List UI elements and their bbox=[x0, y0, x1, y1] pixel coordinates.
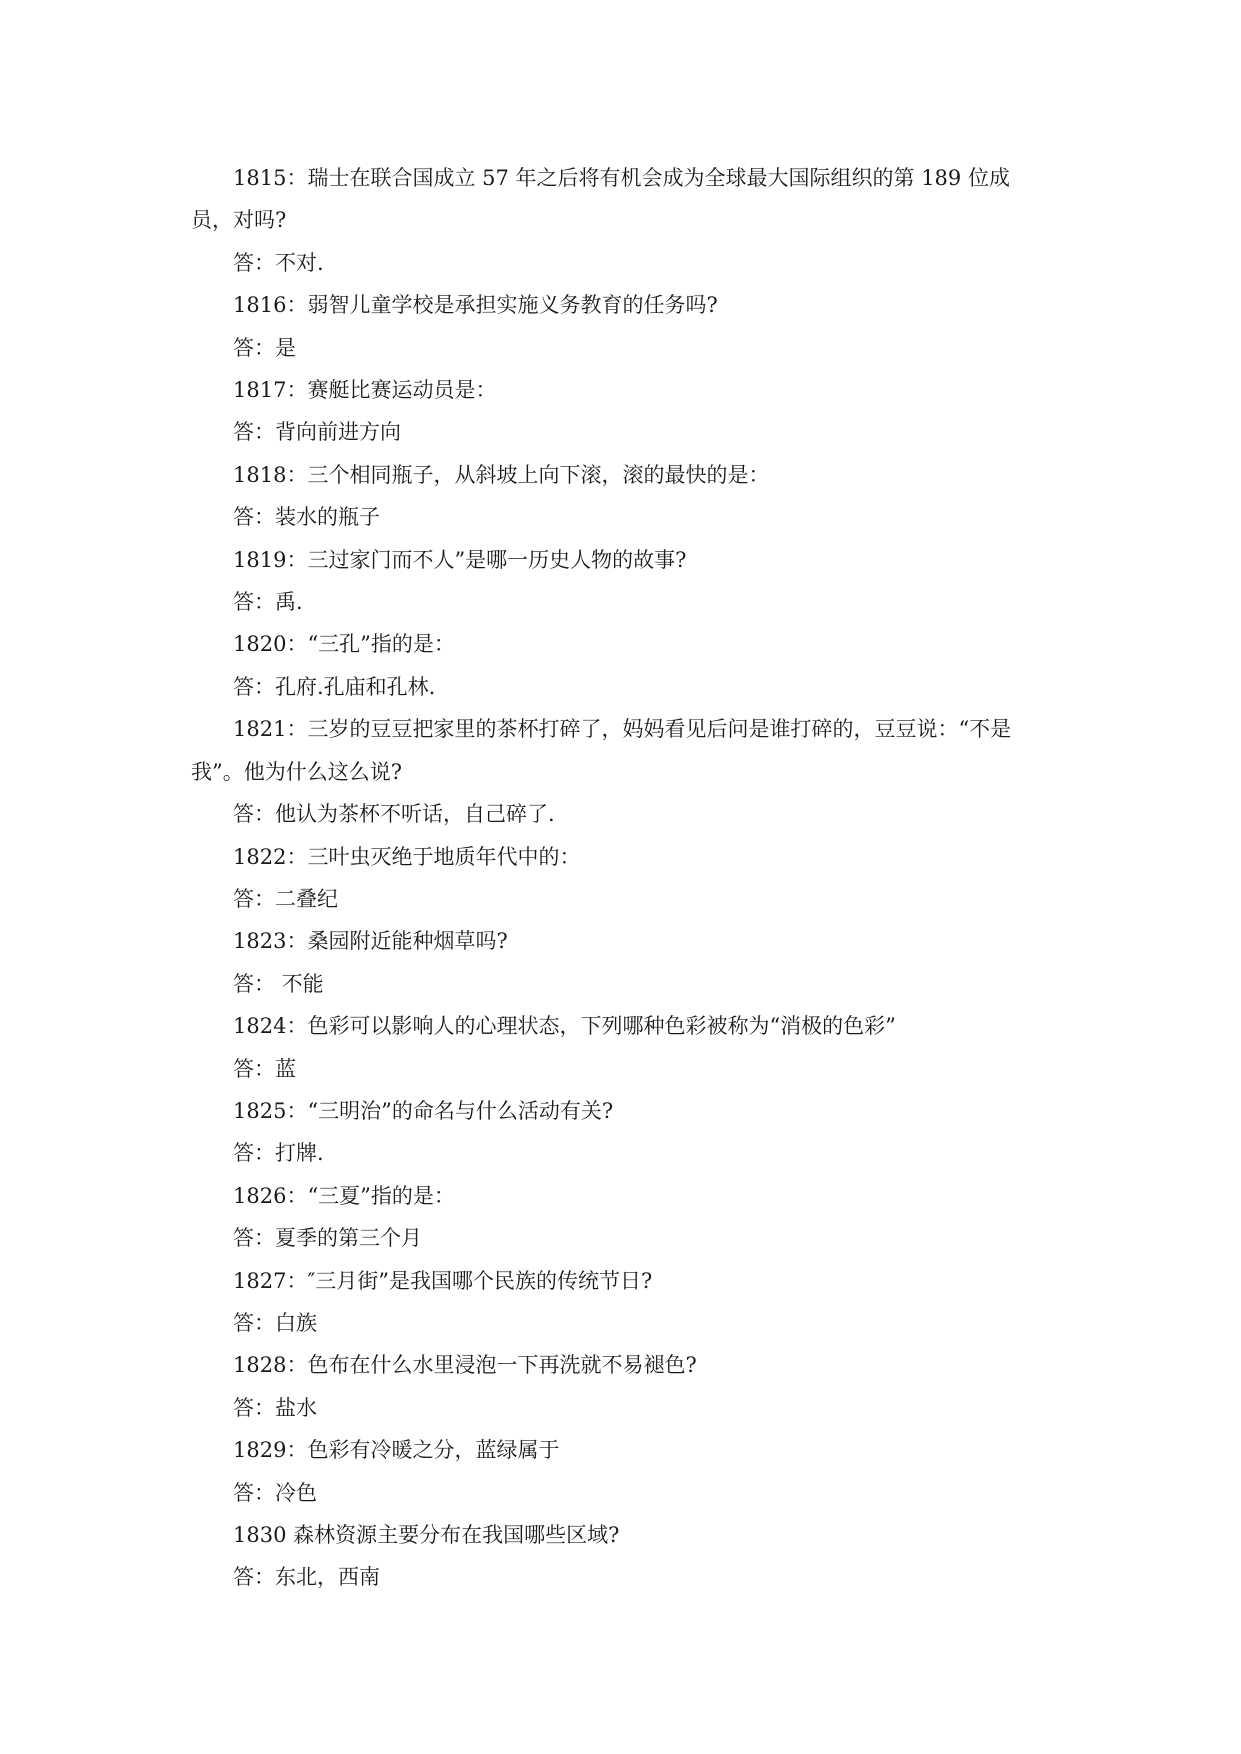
answer-1823: 答： 不能 bbox=[233, 971, 324, 996]
question-1826: 1826：“三夏”指的是： bbox=[233, 1183, 455, 1208]
question-1818: 1818：三个相同瓶子，从斜坡上向下滚，滚的最快的是： bbox=[233, 462, 770, 487]
answer-1819: 答：禹. bbox=[233, 590, 303, 615]
question-1821: 1821：三岁的豆豆把家里的茶杯打碎了，妈妈看见后问是谁打碎的，豆豆说：“不是我”。他为什么这么说? bbox=[191, 717, 1012, 784]
answer-1821: 答：他认为茶杯不听话，自己碎了. bbox=[233, 802, 555, 827]
answer-1828: 答：盐水 bbox=[233, 1395, 317, 1420]
question-1815: 1815：瑞士在联合国成立 57 年之后将有机会成为全球最大国际组织的第 189 位成员，对吗? bbox=[191, 166, 1010, 233]
answer-1820: 答：孔府.孔庙和孔林. bbox=[233, 674, 436, 699]
answer-1825: 答：打牌. bbox=[233, 1141, 324, 1166]
qa-list bbox=[191, 157, 1051, 1599]
answer-1816: 答：是 bbox=[233, 335, 296, 360]
question-1819: 1819：三过家门而不人”是哪一历史人物的故事? bbox=[233, 547, 687, 572]
question-1825: 1825：“三明治”的命名与什么活动有关? bbox=[233, 1098, 614, 1123]
answer-1824: 答：蓝 bbox=[233, 1056, 296, 1081]
answer-1815: 答：不对. bbox=[233, 250, 324, 275]
question-1822: 1822：三叶虫灭绝于地质年代中的： bbox=[233, 844, 581, 869]
answer-1818: 答：装水的瓶子 bbox=[233, 505, 380, 530]
answer-1817: 答：背向前进方向 bbox=[233, 420, 401, 445]
question-1830: 1830 森林资源主要分布在我国哪些区域? bbox=[233, 1523, 620, 1547]
question-1828: 1828：色布在什么水里浸泡一下再洗就不易褪色? bbox=[233, 1353, 697, 1378]
answer-1827: 答：白族 bbox=[233, 1310, 317, 1335]
question-1823: 1823：桑园附近能种烟草吗? bbox=[233, 929, 508, 954]
question-1829: 1829：色彩有冷暖之分，蓝绿属于 bbox=[233, 1438, 560, 1463]
answer-1830: 答：东北，西南 bbox=[233, 1565, 380, 1590]
question-1816: 1816：弱智儿童学校是承担实施义务教育的任务吗? bbox=[233, 293, 718, 318]
question-1817: 1817：赛艇比赛运动员是： bbox=[233, 378, 497, 403]
answer-1826: 答：夏季的第三个月 bbox=[233, 1226, 422, 1251]
answer-1829: 答：冷色 bbox=[233, 1480, 317, 1505]
question-1820: 1820：“三孔”指的是： bbox=[233, 632, 455, 657]
answer-1822: 答：二叠纪 bbox=[233, 886, 338, 911]
question-1824: 1824：色彩可以影响人的心理状态，下列哪种色彩被称为“消极的色彩” bbox=[233, 1014, 896, 1039]
question-1827: 1827：″三月街”是我国哪个民族的传统节日? bbox=[233, 1268, 653, 1293]
